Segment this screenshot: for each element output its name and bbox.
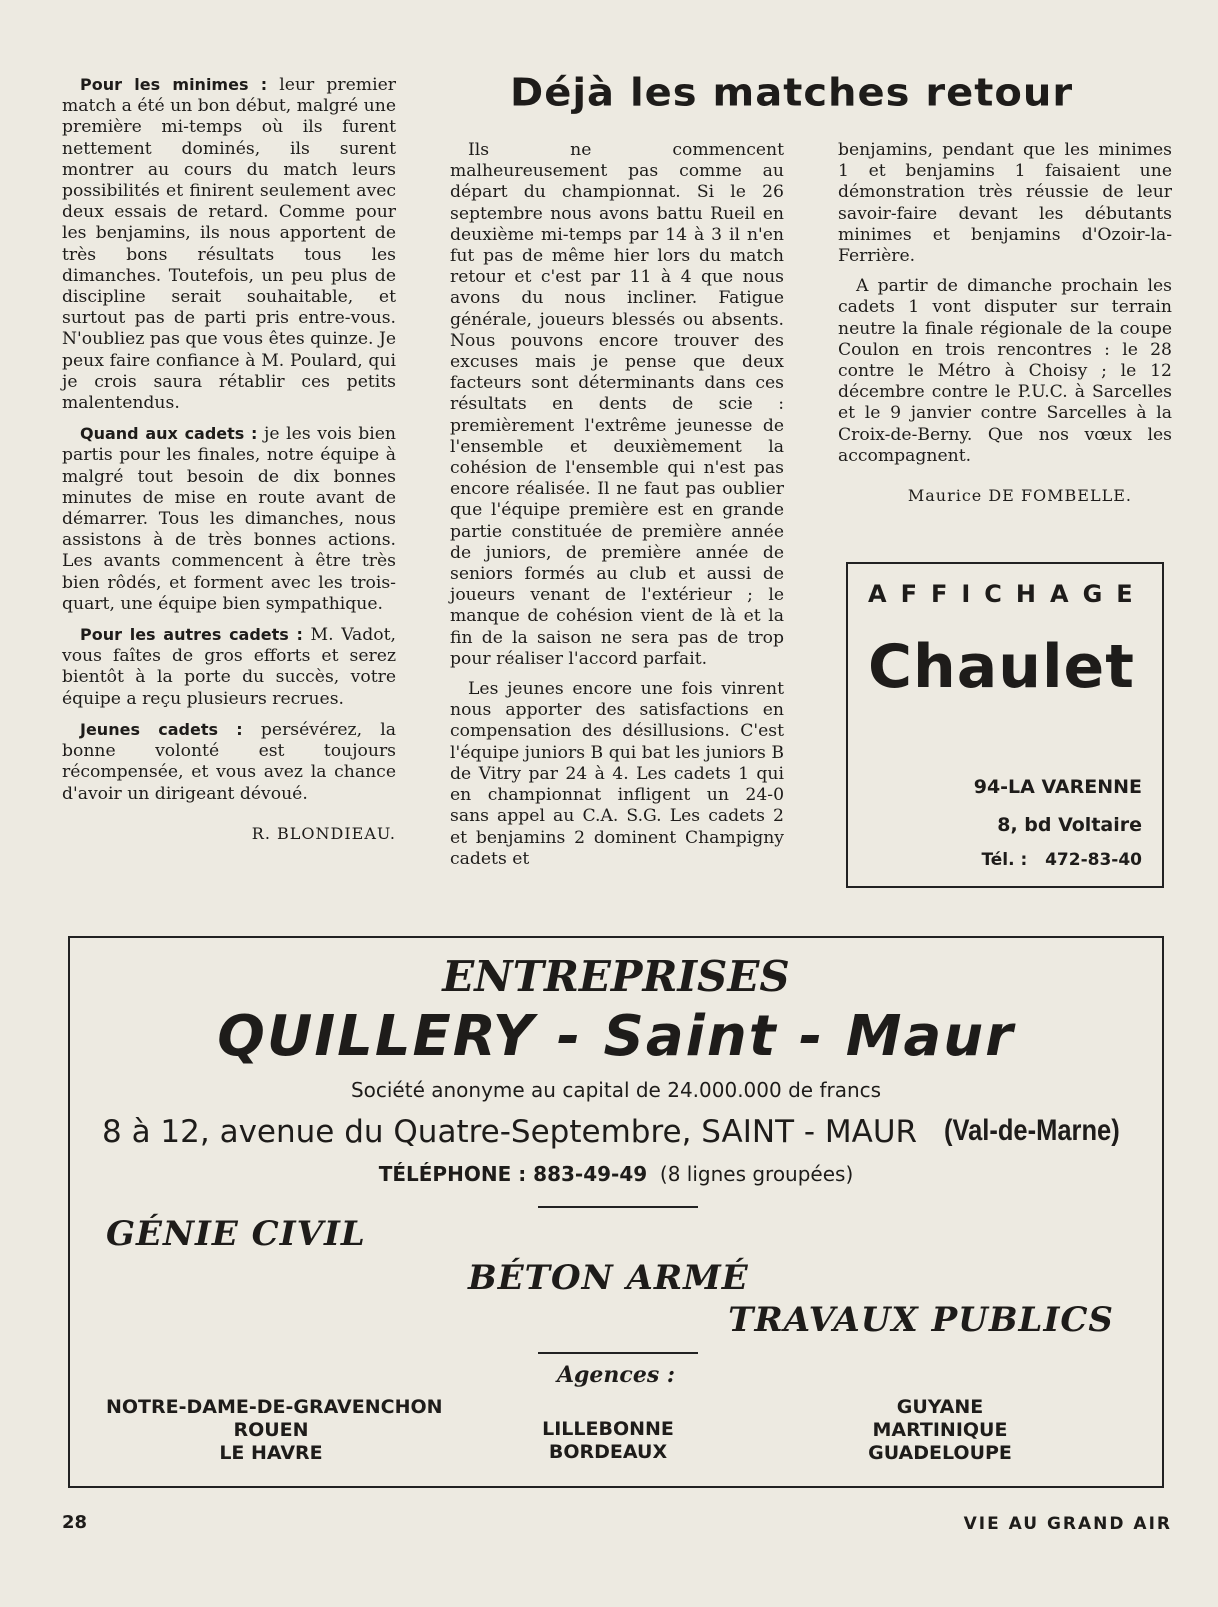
chaulet-advertisement [846,562,1164,888]
agency-item: LE HAVRE [219,1442,323,1464]
column-3 [838,140,1172,506]
agencies-label: Agences : [556,1362,675,1388]
headline: Déjà les matches retour [510,71,1074,115]
ad-company-name: QUILLERY - Saint - Maur [217,1004,1015,1069]
agency-group-1 [106,1396,443,1465]
agency-item: GUADELOUPE [868,1442,1012,1464]
ad-tel-number: 472-83-40 [1045,850,1142,870]
divider [538,1352,698,1354]
ad-company-capital: Société anonyme au capital de 24.000.000 de francs [350,1078,882,1102]
paragraph: Ils ne commencent malheureusement pas comme au départ du championnat. Si le 26 septembre nous avons battu Rueil en deuxième mi-temps par 14 à 3 il n'en fut pas de même hier lors du match retour et c'est par 11 à 4 que nous avons du nous incliner. Fatigue générale, joueurs blessés ou absents. Nous pouvons encore trouver des excuses mais je pense que deux facteurs sont déterminants dans ces résultats en dents de scie : premièrement l'extrême jeunesse de l'ensemble et deuxièmement la cohésion de l'ensemble qui n'est pas encore réalisée. Il ne faut pas oublier que l'équipe première est en grande partie constituée de première année de juniors, de première année de seniors formés au club et aussi de joueurs venant de l'extérieur ; le manque de cohésion vient de là et la fin de la saison ne sera pas de trop pour réaliser l'accord parfait. [450,140,784,669]
specialty-beton-arme: BÉTON ARMÉ [468,1258,749,1298]
paragraph: benjamins, pendant que les minimes 1 et benjamins 1 faisaient une démonstration très réussie de leur savoir-faire devant les débutants minimes et benjamins d'Ozoir-la-Ferrière. [838,140,1172,267]
paragraph-lead: Jeunes cadets : [80,719,243,739]
agency-group-3 [840,1396,1040,1465]
paragraph [62,719,396,805]
author-signature: Maurice DE FOMBELLE. [907,486,1132,506]
agency-item: BORDEAUX [548,1441,668,1463]
agency-group-2 [510,1418,706,1464]
paragraph-text: leur premier match a été un bon début, malgré une première mi-temps où ils furent nettement dominés, ils surent montrer au cours du match leurs possibilités et finirent seulement avec deux essais de retard. Comme pour les benjamins, ils nous apportent de très bons résultats tous les dimanches. Toutefois, un peu plus de discipline serait souhaitable, et surtout pas de parti pris entre-vous. N'oubliez pas que vous êtes quinze. Je peux faire confiance à M. Poulard, qui je crois saura rétablir ces petits malentendus. [62,75,396,414]
paragraph-lead: Pour les autres cadets : [80,625,303,645]
specialty-travaux-publics: TRAVAUX PUBLICS [728,1300,1114,1340]
column-2 [450,140,784,879]
paragraph: A partir de dimanche prochain les cadets 1 vont disputer sur terrain neutre la finale régionale de la coupe Coulon en trois rencontres : le 28 contre le Métro à Choisy ; le 12 décembre contre le P.U.C. à Sarcelles et le 9 janvier contre Sarcelles à la Croix-de-Berny. Que nos vœux les accompagnent. [838,276,1172,466]
ad-brand-name: Chaulet [868,632,1135,702]
paragraph-text: persévérez, la bonne volonté est toujours récompensée, et vous avez la chance d'avoir un dirigeant dévoué. [62,719,396,804]
author-signature: R. BLONDIEAU. [251,823,396,843]
agency-item: GUYANE [896,1396,984,1418]
paragraph-text: je les vois bien partis pour les finales, notre équipe à malgré tout besoin de dix bonnes minutes de mise en route avant de démarrer. Tous les dimanches, nous assistons à de très bonnes actions. Les avants commencent à être très bien rôdés, et forment avec les trois-quart, une équipe bien sympathique. [62,424,396,614]
agency-item: ROUEN [233,1419,309,1441]
agency-item: MARTINIQUE [872,1419,1008,1441]
ad-address: 8, bd Voltaire [997,814,1142,836]
quillery-advertisement [68,936,1164,1488]
ad-phone-label: TÉLÉPHONE : 883-49-49 [378,1162,648,1186]
paragraph-lead: Pour les minimes : [80,75,268,94]
paragraph [62,74,396,414]
ad-heading: AFFICHAGE [868,580,1147,608]
ad-telephone [70,1162,1162,1186]
agency-item: LILLEBONNE [542,1418,674,1440]
paragraph [62,423,396,615]
specialty-genie-civil: GÉNIE CIVIL [106,1214,366,1254]
ad-telephone [981,850,1142,870]
paragraph-text: M. Vadot, vous faîtes de gros efforts et serez bientôt à la porte du succès, votre équipe a reçu plusieurs recrues. [62,625,396,709]
paragraph-lead: Quand aux cadets : [80,424,258,444]
ad-address: 8 à 12, avenue du Quatre-Septembre, SAINT - MAUR [102,1114,918,1150]
ad-tel-label: Tél. : [981,850,1028,870]
page-number: 28 [62,1512,88,1533]
ad-region: (Val-de-Marne) [944,1114,1120,1147]
column-1 [62,74,396,844]
agency-item: NOTRE-DAME-DE-GRAVENCHON [106,1396,443,1418]
ad-phone-note: (8 lignes groupées) [659,1162,854,1186]
ad-heading: ENTREPRISES [442,952,790,1001]
paragraph: Les jeunes encore une fois vinrent nous apporter des satisfactions en compensation des désillusions. C'est l'équipe juniors B qui bat les juniors B de Vitry par 24 à 4. Les cadets 1 qui en championnat infligent un 24-0 sans appel au C.A. S.G. Les cadets 2 et benjamins 2 dominent Champigny cadets et [450,679,784,869]
paragraph [62,624,396,710]
divider [538,1206,698,1208]
magazine-title: VIE AU GRAND AIR [963,1514,1172,1534]
ad-city: 94-LA VARENNE [973,776,1142,798]
